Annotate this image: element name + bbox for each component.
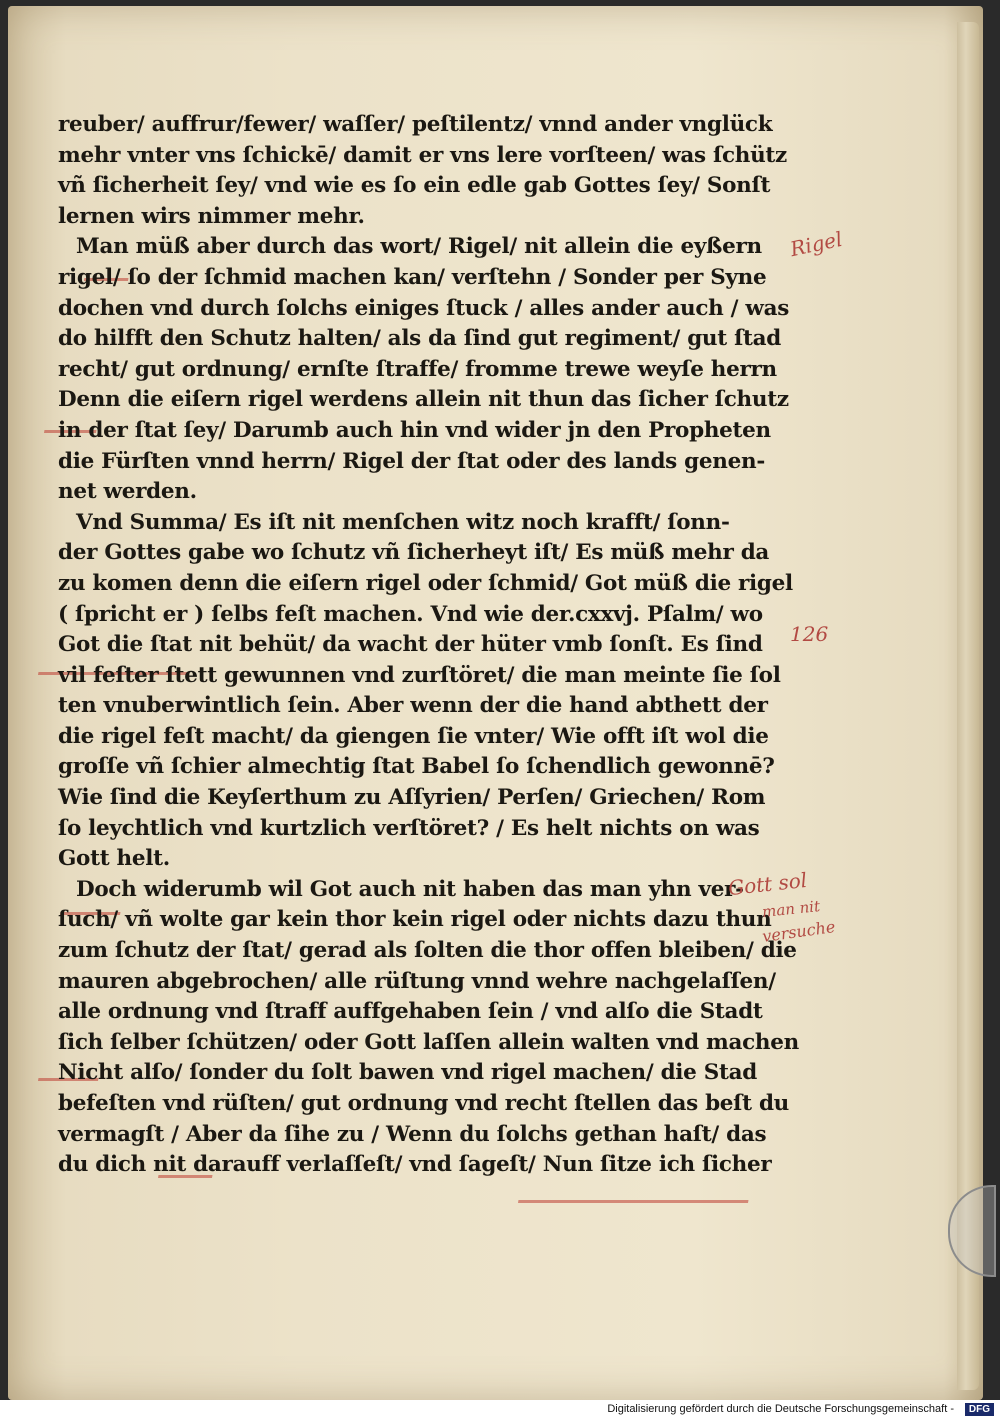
text-line: die rigel feſt macht/ da giengen ſie vnter/ Wie offt iſt wol die bbox=[58, 723, 769, 749]
footer-bar bbox=[0, 1400, 1000, 1419]
text-line: Gott helt. bbox=[58, 846, 170, 872]
text-line: dochen vnd durch ſolchs einiges ſtuck / alles ander auch / was bbox=[58, 295, 790, 321]
text-line: Got die ſtat nit behüt/ da wacht der hüter vmb ſonſt. Es ſind bbox=[58, 632, 763, 658]
text-line: do hilfft den Schutz halten/ als da ſind gut regiment/ gut ſtad bbox=[58, 326, 782, 352]
page-edge bbox=[957, 22, 979, 1390]
text-line: zu komen denn die eiſern rigel oder ſchmid/ Got müß die rigel bbox=[58, 570, 793, 596]
text-line: du dich nit darauff verlaſſeſt/ vnd ſageſt/ Nun ſitze ich ſicher bbox=[58, 1152, 772, 1178]
text-line: der Gottes gabe wo ſchutz vñ ſicherheyt iſt/ Es müß mehr da bbox=[58, 540, 770, 566]
text-line: ſich ſelber ſchützen/ oder Gott laſſen allein walten vnd machen bbox=[58, 1029, 799, 1055]
text-line: die Fürſten vnnd herrn/ Rigel der ſtat oder des lands genen- bbox=[58, 448, 765, 474]
text-line: rigel/ ſo der ſchmid machen kan/ verſtehn / Sonder per Syne bbox=[58, 264, 767, 290]
text-line: Vnd Summa/ Es iſt nit menſchen witz noch krafft/ ſonn- bbox=[76, 509, 730, 535]
text-line: reuber/ auffrur/fewer/ waſſer/ peſtilentz/ vnnd ander vnglück bbox=[58, 112, 773, 137]
marginal-note: 126 bbox=[790, 622, 829, 646]
footer-credit: Digitalisierung gefördert durch die Deutsche Forschungsgemeinschaft - bbox=[607, 1403, 954, 1415]
marginal-note: man nit bbox=[761, 897, 821, 921]
text-line: net werden. bbox=[58, 479, 197, 505]
text-line: ſuch/ vñ wolte gar kein thor kein rigel oder nichts dazu thun bbox=[58, 907, 772, 933]
marginal-note: Rigel bbox=[788, 226, 845, 262]
marginal-note: versuche bbox=[761, 916, 837, 947]
text-line: recht/ gut ordnung/ ernſte ſtraffe/ fromme trewe weyſe herrn bbox=[58, 356, 777, 382]
text-line: mehr vnter vns ſchickē/ damit er vns lere vorſteen/ was ſchütz bbox=[58, 142, 787, 168]
text-line: lernen wirs nimmer mehr. bbox=[58, 203, 365, 229]
text-line: in der ſtat ſey/ Darumb auch hin vnd wider jn den Propheten bbox=[58, 417, 771, 443]
text-line: mauren abgebrochen/ alle rüſtung vnnd wehre nachgelaſſen/ bbox=[58, 968, 776, 994]
text-line: ſo leychtlich vnd kurtzlich verſtöret? / Es helt nichts on was bbox=[58, 815, 760, 841]
dfg-logo: DFG bbox=[965, 1403, 994, 1416]
marginal-note: Gott sol bbox=[726, 867, 809, 901]
text-line: zum ſchutz der ſtat/ gerad als ſolten die thor offen bleiben/ die bbox=[58, 938, 797, 964]
text-line: vil feſter ſtett gewunnen vnd zurſtöret/ die man meinte ſie ſol bbox=[58, 662, 781, 688]
text-line: ( ſpricht er ) ſelbs feſt machen. Vnd wie der.cxxvj. Pſalm/ wo bbox=[58, 601, 763, 627]
rubric-mark bbox=[518, 1180, 752, 1203]
text-line: groſſe vñ ſchier almechtig ſtat Babel ſo ſchendlich gewonnē? bbox=[58, 754, 775, 780]
text-line: Nicht alſo/ ſonder du ſolt bawen vnd rigel machen/ die Stad bbox=[58, 1060, 757, 1086]
text-line: Man müß aber durch das wort/ Rigel/ nit allein die eyßern bbox=[76, 234, 762, 260]
text-line: ten vnuberwintlich ſein. Aber wenn der die hand abthett der bbox=[58, 693, 768, 719]
text-line: befeſten vnd rüſten/ gut ordnung vnd recht ſtellen das beſt du bbox=[58, 1091, 790, 1116]
text-line: vñ ſicherheit ſey/ vnd wie es ſo ein edle gab Gottes ſey/ Sonſt bbox=[58, 173, 771, 199]
text-line: vermagſt / Aber da ſihe zu / Wenn du ſolchs gethan haſt/ das bbox=[58, 1121, 767, 1147]
text-line: alle ordnung vnd ſtraff auffgehaben ſein / vnd alſo die Stadt bbox=[58, 999, 763, 1025]
text-line: Denn die eiſern rigel werdens allein nit thun das ſicher ſchutz bbox=[58, 387, 789, 413]
text-line: Wie ſind die Keyſerthum zu Aſſyrien/ Perſen/ Griechen/ Rom bbox=[58, 785, 766, 811]
text-line: Doch widerumb wil Got auch nit haben das man yhn ver- bbox=[76, 876, 744, 902]
